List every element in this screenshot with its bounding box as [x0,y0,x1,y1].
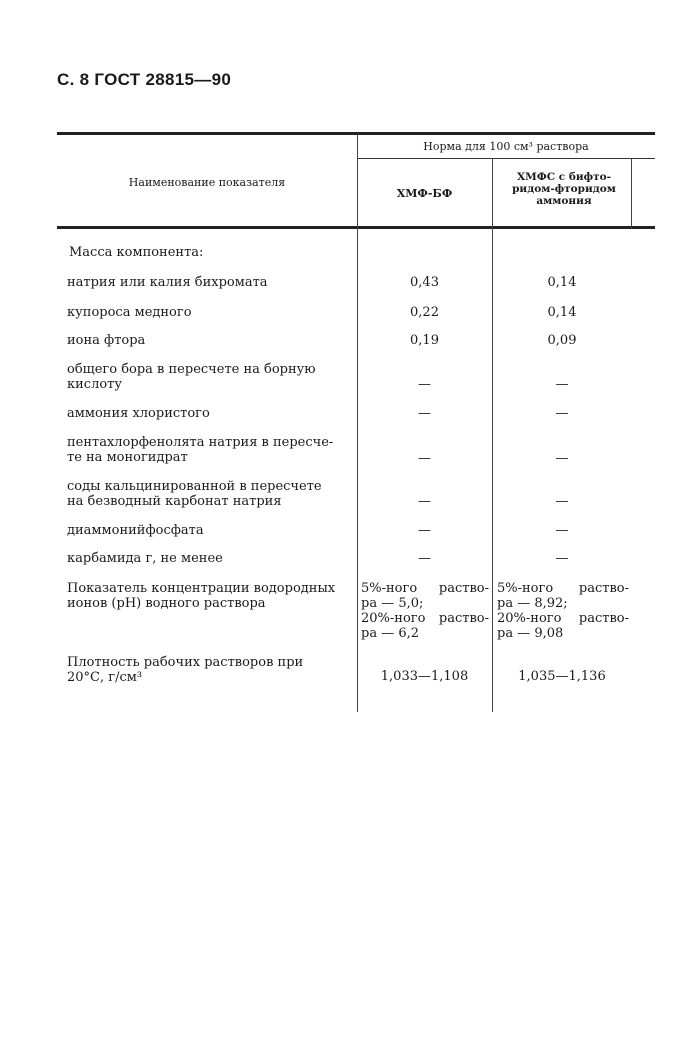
value-line [361,626,489,641]
value-text: ра — 8,92; [497,596,568,611]
row-value-col1 [361,581,489,641]
row-value-col2: — [555,551,569,566]
value-text: раство- [578,581,629,596]
page-header: С. 8 ГОСТ 28815—90 [57,70,232,89]
data-table [57,132,655,712]
row-label [67,581,349,611]
header-col-hmf-bf: ХМФ-БФ [396,187,453,200]
value-text: 20%-ного [497,611,562,626]
row-label [67,362,349,392]
row-value-col2: 0,14 [547,275,577,290]
row-label: карбамида г, не менее [67,551,223,566]
header-bottom-rule [57,226,655,229]
value-text: раство- [578,611,629,626]
row-label: Масса компонента: [69,245,204,260]
row-label: диаммонийфосфата [67,523,204,538]
row-value-col2: — [555,377,569,392]
row-label-line: соды кальцинированной в пересчете [67,479,322,494]
value-text: 20%-ного [361,611,426,626]
value-line [497,581,629,596]
row-label [67,435,349,465]
row-label [67,655,349,685]
table-top-rule [57,132,655,135]
row-value-col1: — [418,377,431,392]
row-value-col1: — [418,494,431,509]
row-value-col2: — [555,494,569,509]
header-col-hmfs-line: ридом-фторидом [512,183,616,195]
row-label-line: ионов (pH) водного раствора [67,596,266,611]
row-value-col2: — [555,451,569,466]
column-divider [631,159,632,229]
value-text: ра — 6,2 [361,626,420,641]
row-label: иона фтора [67,333,146,348]
value-text: ра — 5,0; [361,596,424,611]
row-value-col1: 1,033—1,108 [380,669,469,684]
value-text: 5%-ного [361,581,418,596]
row-label: аммония хлористого [67,406,210,421]
row-value-col2: 0,14 [547,305,577,320]
header-norm-group: Норма для 100 см³ раствора [423,140,589,153]
row-value-col2: 0,09 [547,333,577,348]
row-value-col2 [497,581,629,641]
row-value-col1: 0,43 [410,275,439,290]
value-line [361,611,489,626]
row-label-line: 20°С, г/см³ [67,670,143,685]
row-value-col1: 0,22 [410,305,439,320]
header-col-hmfs-line: ХМФС с бифто- [517,171,611,183]
row-label [67,479,349,509]
row-label-line: Показатель концентрации водородных [67,581,336,596]
value-text: раство- [438,611,489,626]
value-text: раство- [438,581,489,596]
row-value-col1: 0,19 [410,333,439,348]
value-text: 5%-ного [497,581,554,596]
row-label-line: на безводный карбонат натрия [67,494,282,509]
row-value-col1: — [418,523,431,538]
row-label: купороса медного [67,305,192,320]
row-value-col1: — [418,451,431,466]
value-text: ра — 9,08 [497,626,564,641]
row-value-col2: — [555,406,569,421]
header-group-rule [357,158,655,159]
row-value-col1: — [418,551,431,566]
row-value-col2: 1,035—1,136 [518,669,606,684]
column-divider [357,135,358,712]
row-label-line: общего бора в пересчете на борную [67,362,316,377]
row-label: натрия или калия бихромата [67,275,268,290]
header-col-hmfs [497,171,631,207]
row-label-line: кислоту [67,377,122,392]
row-label-line: пентахлорфенолята натрия в пересче- [67,435,334,450]
value-line [497,596,629,611]
row-value-col1: — [418,406,431,421]
row-label-line: те на моногидрат [67,450,188,465]
row-value-col2: — [555,523,569,538]
value-line [497,611,629,626]
header-col-hmfs-line: аммония [536,195,592,207]
header-name-column: Наименование показателя [128,176,286,189]
column-divider [492,159,493,712]
row-label-line: Плотность рабочих растворов при [67,655,304,670]
value-line [361,581,489,596]
value-line [361,596,489,611]
value-line [497,626,629,641]
